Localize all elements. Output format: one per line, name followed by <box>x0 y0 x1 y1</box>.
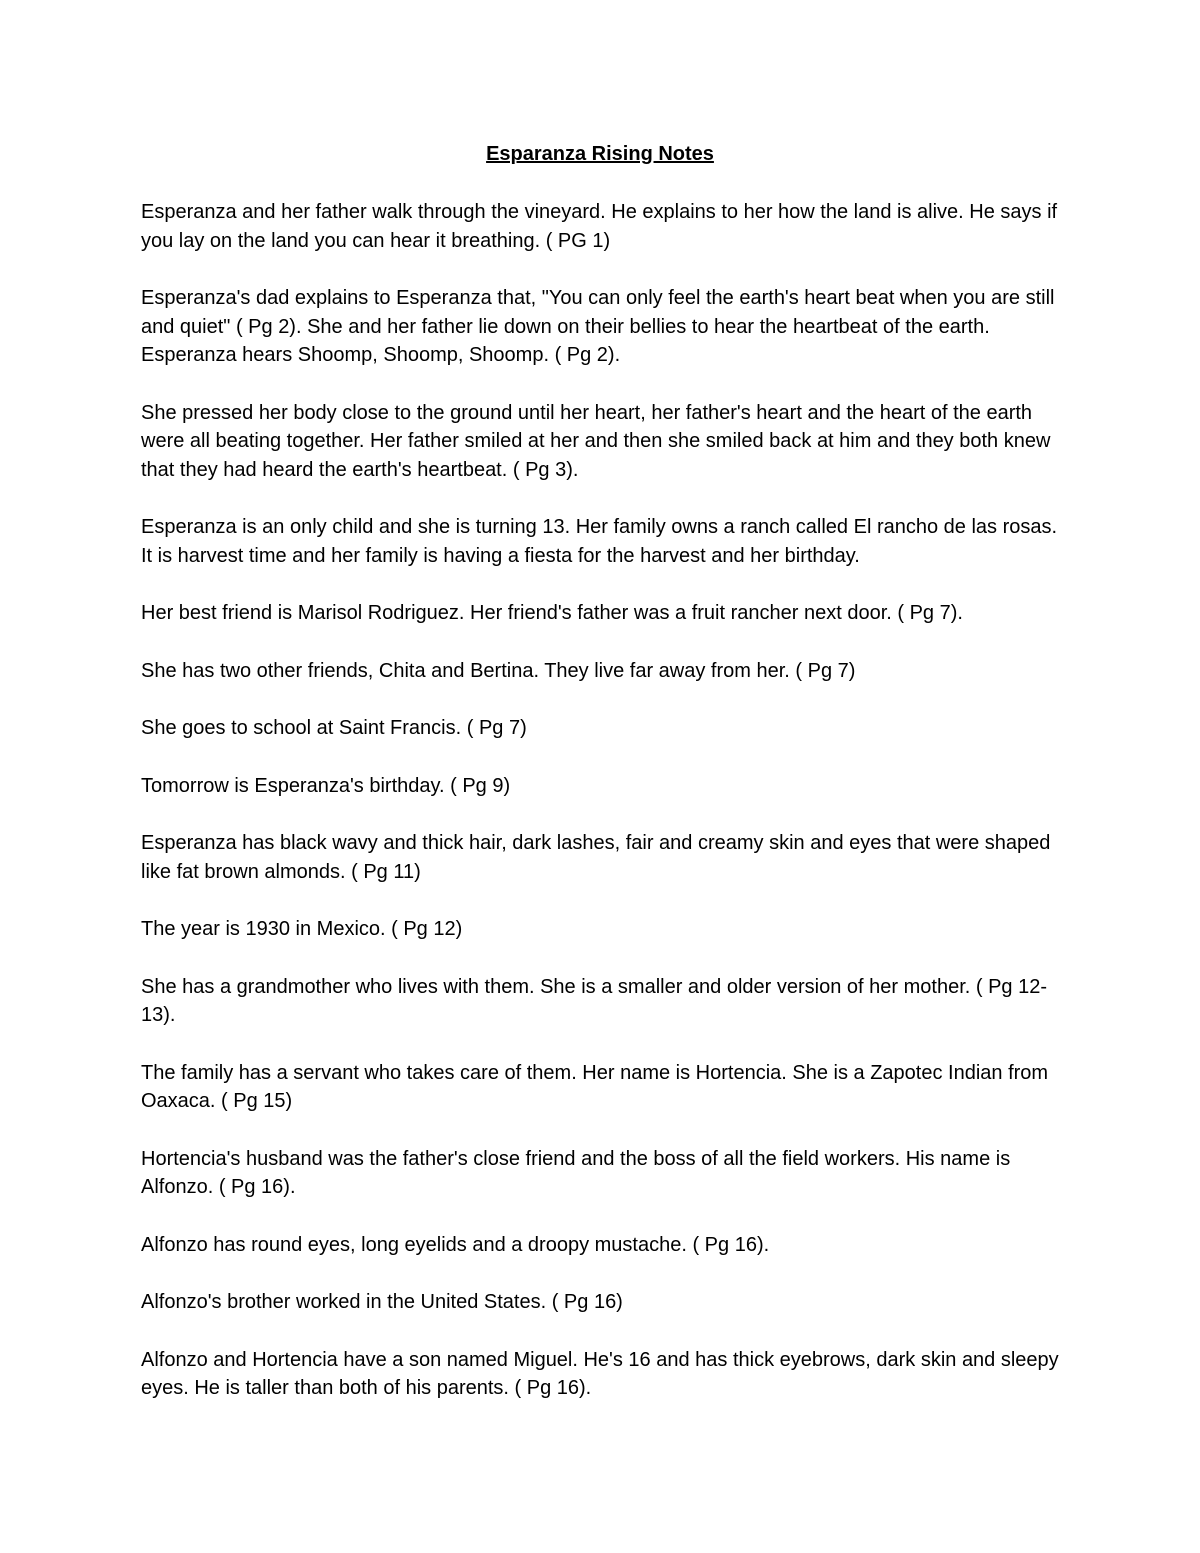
note-paragraph-12: The family has a servant who takes care of them. Her name is Hortencia. She is a Zapotec Indian from Oaxaca. ( Pg 15) <box>141 1061 1049 1112</box>
note-paragraph-16: Alfonzo and Hortencia have a son named Miguel. He's 16 and has thick eyebrows, dark skin and sleepy eyes. He is taller than both of his parents. ( Pg 16). <box>141 1348 1059 1399</box>
note-paragraph-3: She pressed her body close to the ground until her heart, her father's heart and the heart of the earth were all beating together. Her father smiled at her and then she smiled back at him and they both knew that they had heard the earth's heartbeat. ( Pg 3). <box>141 401 1051 481</box>
note-paragraph-8: Tomorrow is Esperanza's birthday. ( Pg 9) <box>141 774 511 797</box>
page-title: Esparanza Rising Notes <box>486 143 714 165</box>
note-paragraph-11: She has a grandmother who lives with them. She is a smaller and older version of her mother. ( Pg 12-13). <box>141 975 1048 1026</box>
note-paragraph-10: The year is 1930 in Mexico. ( Pg 12) <box>141 918 463 940</box>
notes-list <box>141 198 1071 1432</box>
note-paragraph-14: Alfonzo has round eyes, long eyelids and a droopy mustache. ( Pg 16). <box>141 1233 770 1256</box>
note-paragraph-5: Her best friend is Marisol Rodriguez. Her friend's father was a fruit rancher next door. ( Pg 7). <box>141 602 963 624</box>
note-paragraph-15: Alfonzo's brother worked in the United States. ( Pg 16) <box>141 1291 623 1313</box>
note-paragraph-1: Esperanza and her father walk through the vineyard. He explains to her how the land is alive. He says if you lay on the land you can hear it breathing. ( PG 1) <box>141 201 1058 252</box>
note-paragraph-4: Esperanza is an only child and she is turning 13. Her family owns a ranch called El rancho de las rosas. It is harvest time and her family is having a fiesta for the harvest and her birthday. <box>141 516 1058 567</box>
note-paragraph-7: She goes to school at Saint Francis. ( Pg 7) <box>141 717 527 739</box>
note-paragraph-2: Esperanza's dad explains to Esperanza that, "You can only feel the earth's heart beat when you are still and quiet" ( Pg 2). She and her father lie down on their bellies to hear the heartbeat of the earth. Esperanza hears Shoomp, Shoomp, Shoomp. ( Pg 2). <box>141 287 1055 366</box>
note-paragraph-13: Hortencia's husband was the father's close friend and the boss of all the field workers. His name is Alfonzo. ( Pg 16). <box>141 1147 1011 1198</box>
note-paragraph-9: Esperanza has black wavy and thick hair, dark lashes, fair and creamy skin and eyes that were shaped like fat brown almonds. ( Pg 11) <box>141 832 1051 883</box>
note-paragraph-6: She has two other friends, Chita and Bertina. They live far away from her. ( Pg 7) <box>141 659 856 682</box>
